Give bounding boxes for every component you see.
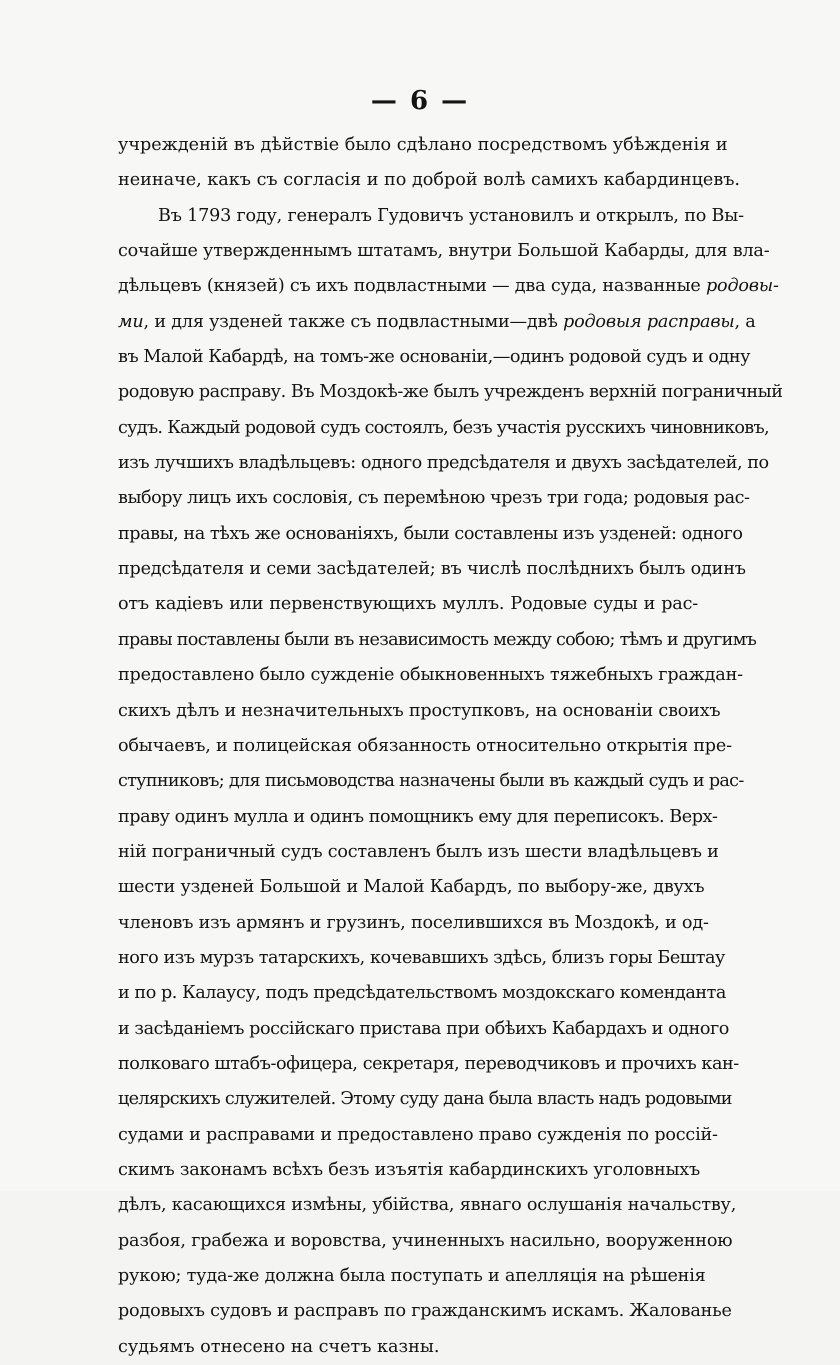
text-line: праву одинъ мулла и одинъ помощникъ ему для переписокъ. Верх- xyxy=(118,806,718,827)
emphasis-text: ми xyxy=(118,311,144,332)
text-line: Въ 1793 году, генералъ Гудовичъ установилъ и открылъ, по Вы- xyxy=(158,205,744,226)
text-line: въ Малой Кабардѣ, на томъ-же основаніи,—одинъ родовой судъ и одну xyxy=(118,347,751,368)
emphasis-text: родовыя расправы xyxy=(563,311,735,332)
text-line: ного изъ мурзъ татарскихъ, кочевавшихъ здѣсь, близъ горы Бештау xyxy=(118,947,725,968)
text-line: родовыхъ судовъ и расправъ по гражданскимъ искамъ. Жалованье xyxy=(118,1301,732,1322)
text-line: судами и расправами и предоставлено право сужденія по россій- xyxy=(118,1124,718,1145)
text-line: шести узденей Большой и Малой Кабардъ, по выбору-же, двухъ xyxy=(118,877,705,898)
text-line: отъ кадіевъ или первенствующихъ муллъ. Родовые суды и рас- xyxy=(118,594,698,615)
text-line xyxy=(118,269,779,304)
text-line: предсѣдателя и семи засѣдателей; въ числѣ послѣднихъ былъ одинъ xyxy=(118,559,746,580)
text-line: неиначе, какъ съ согласія и по доброй волѣ самихъ кабардинцевъ. xyxy=(118,170,741,191)
text-line xyxy=(118,305,756,340)
text-line: родовую расправу. Въ Моздокѣ-же былъ учрежденъ верхній пограничный xyxy=(118,382,783,403)
text-fragment: дѣльцевъ (князей) съ ихъ подвластными — два суда, названные xyxy=(118,276,706,297)
text-line: судъ. Каждый родовой судъ состоялъ, безъ участія русскихъ чиновниковъ, xyxy=(118,417,769,438)
page-number: — 6 — xyxy=(370,86,470,116)
text-line: сочайше утвержденнымъ штатамъ, внутри Большой Кабарды, для вла- xyxy=(118,241,770,262)
text-line: дѣлъ, касающихся измѣны, убійства, явнаго ослушанія начальству, xyxy=(118,1195,737,1216)
text-line: правы поставлены были въ независимость между собою; тѣмъ и другимъ xyxy=(118,629,757,650)
text-line: членовъ изъ армянъ и грузинъ, поселившихся въ Моздокѣ, и од- xyxy=(118,912,709,933)
text-line: разбоя, грабежа и воровства, учиненныхъ насильно, вооруженною xyxy=(118,1230,733,1251)
text-line: скимъ законамъ всѣхъ безъ изъятія кабардинскихъ уголовныхъ xyxy=(118,1159,701,1180)
text-line: выбору лицъ ихъ сословія, съ перемѣною чрезъ три года; родовыя рас- xyxy=(118,488,750,509)
text-line: скихъ дѣлъ и незначительныхъ проступковъ, на основаніи своихъ xyxy=(118,700,721,721)
text-line: и засѣданіемъ россійскаго пристава при обѣихъ Кабардахъ и одного xyxy=(118,1018,729,1039)
text-line: учрежденій въ дѣйствіе было сдѣлано посредствомъ убѣжденія и xyxy=(118,135,728,155)
text-line: рукою; туда-же должна была поступать и апелляція на рѣшенія xyxy=(118,1266,706,1286)
text-line: ній пограничный судъ составленъ былъ изъ шести владѣльцевъ и xyxy=(118,841,719,862)
body-text xyxy=(118,128,783,1365)
text-line: судьямъ отнесено на счетъ казны. xyxy=(118,1336,440,1357)
text-line: изъ лучшихъ владѣльцевъ: одного предсѣдателя и двухъ засѣдателей, по xyxy=(118,453,769,474)
text-line: целярскихъ служителей. Этому суду дана была власть надъ родовыми xyxy=(118,1089,732,1110)
text-line: и по р. Калаусу, подъ предсѣдательствомъ моздокскаго коменданта xyxy=(118,983,726,1004)
text-line: ступниковъ; для письмоводства назначены были въ каждый судъ и рас- xyxy=(118,771,744,792)
text-line: полковаго штабъ-офицера, секретаря, переводчиковъ и прочихъ кан- xyxy=(118,1053,739,1074)
text-fragment: , а xyxy=(734,311,756,332)
text-line: предоставлено было сужденіе обыкновенныхъ тяжебныхъ граждан- xyxy=(118,665,743,686)
text-line: обычаевъ, и полицейская обязанность относительно открытія пре- xyxy=(118,735,732,756)
text-fragment: , и для узденей также съ подвластными—двѣ xyxy=(143,311,564,332)
text-line: правы, на тѣхъ же основаніяхъ, были составлены изъ узденей: одного xyxy=(118,523,743,544)
emphasis-text: родовы- xyxy=(706,276,779,297)
